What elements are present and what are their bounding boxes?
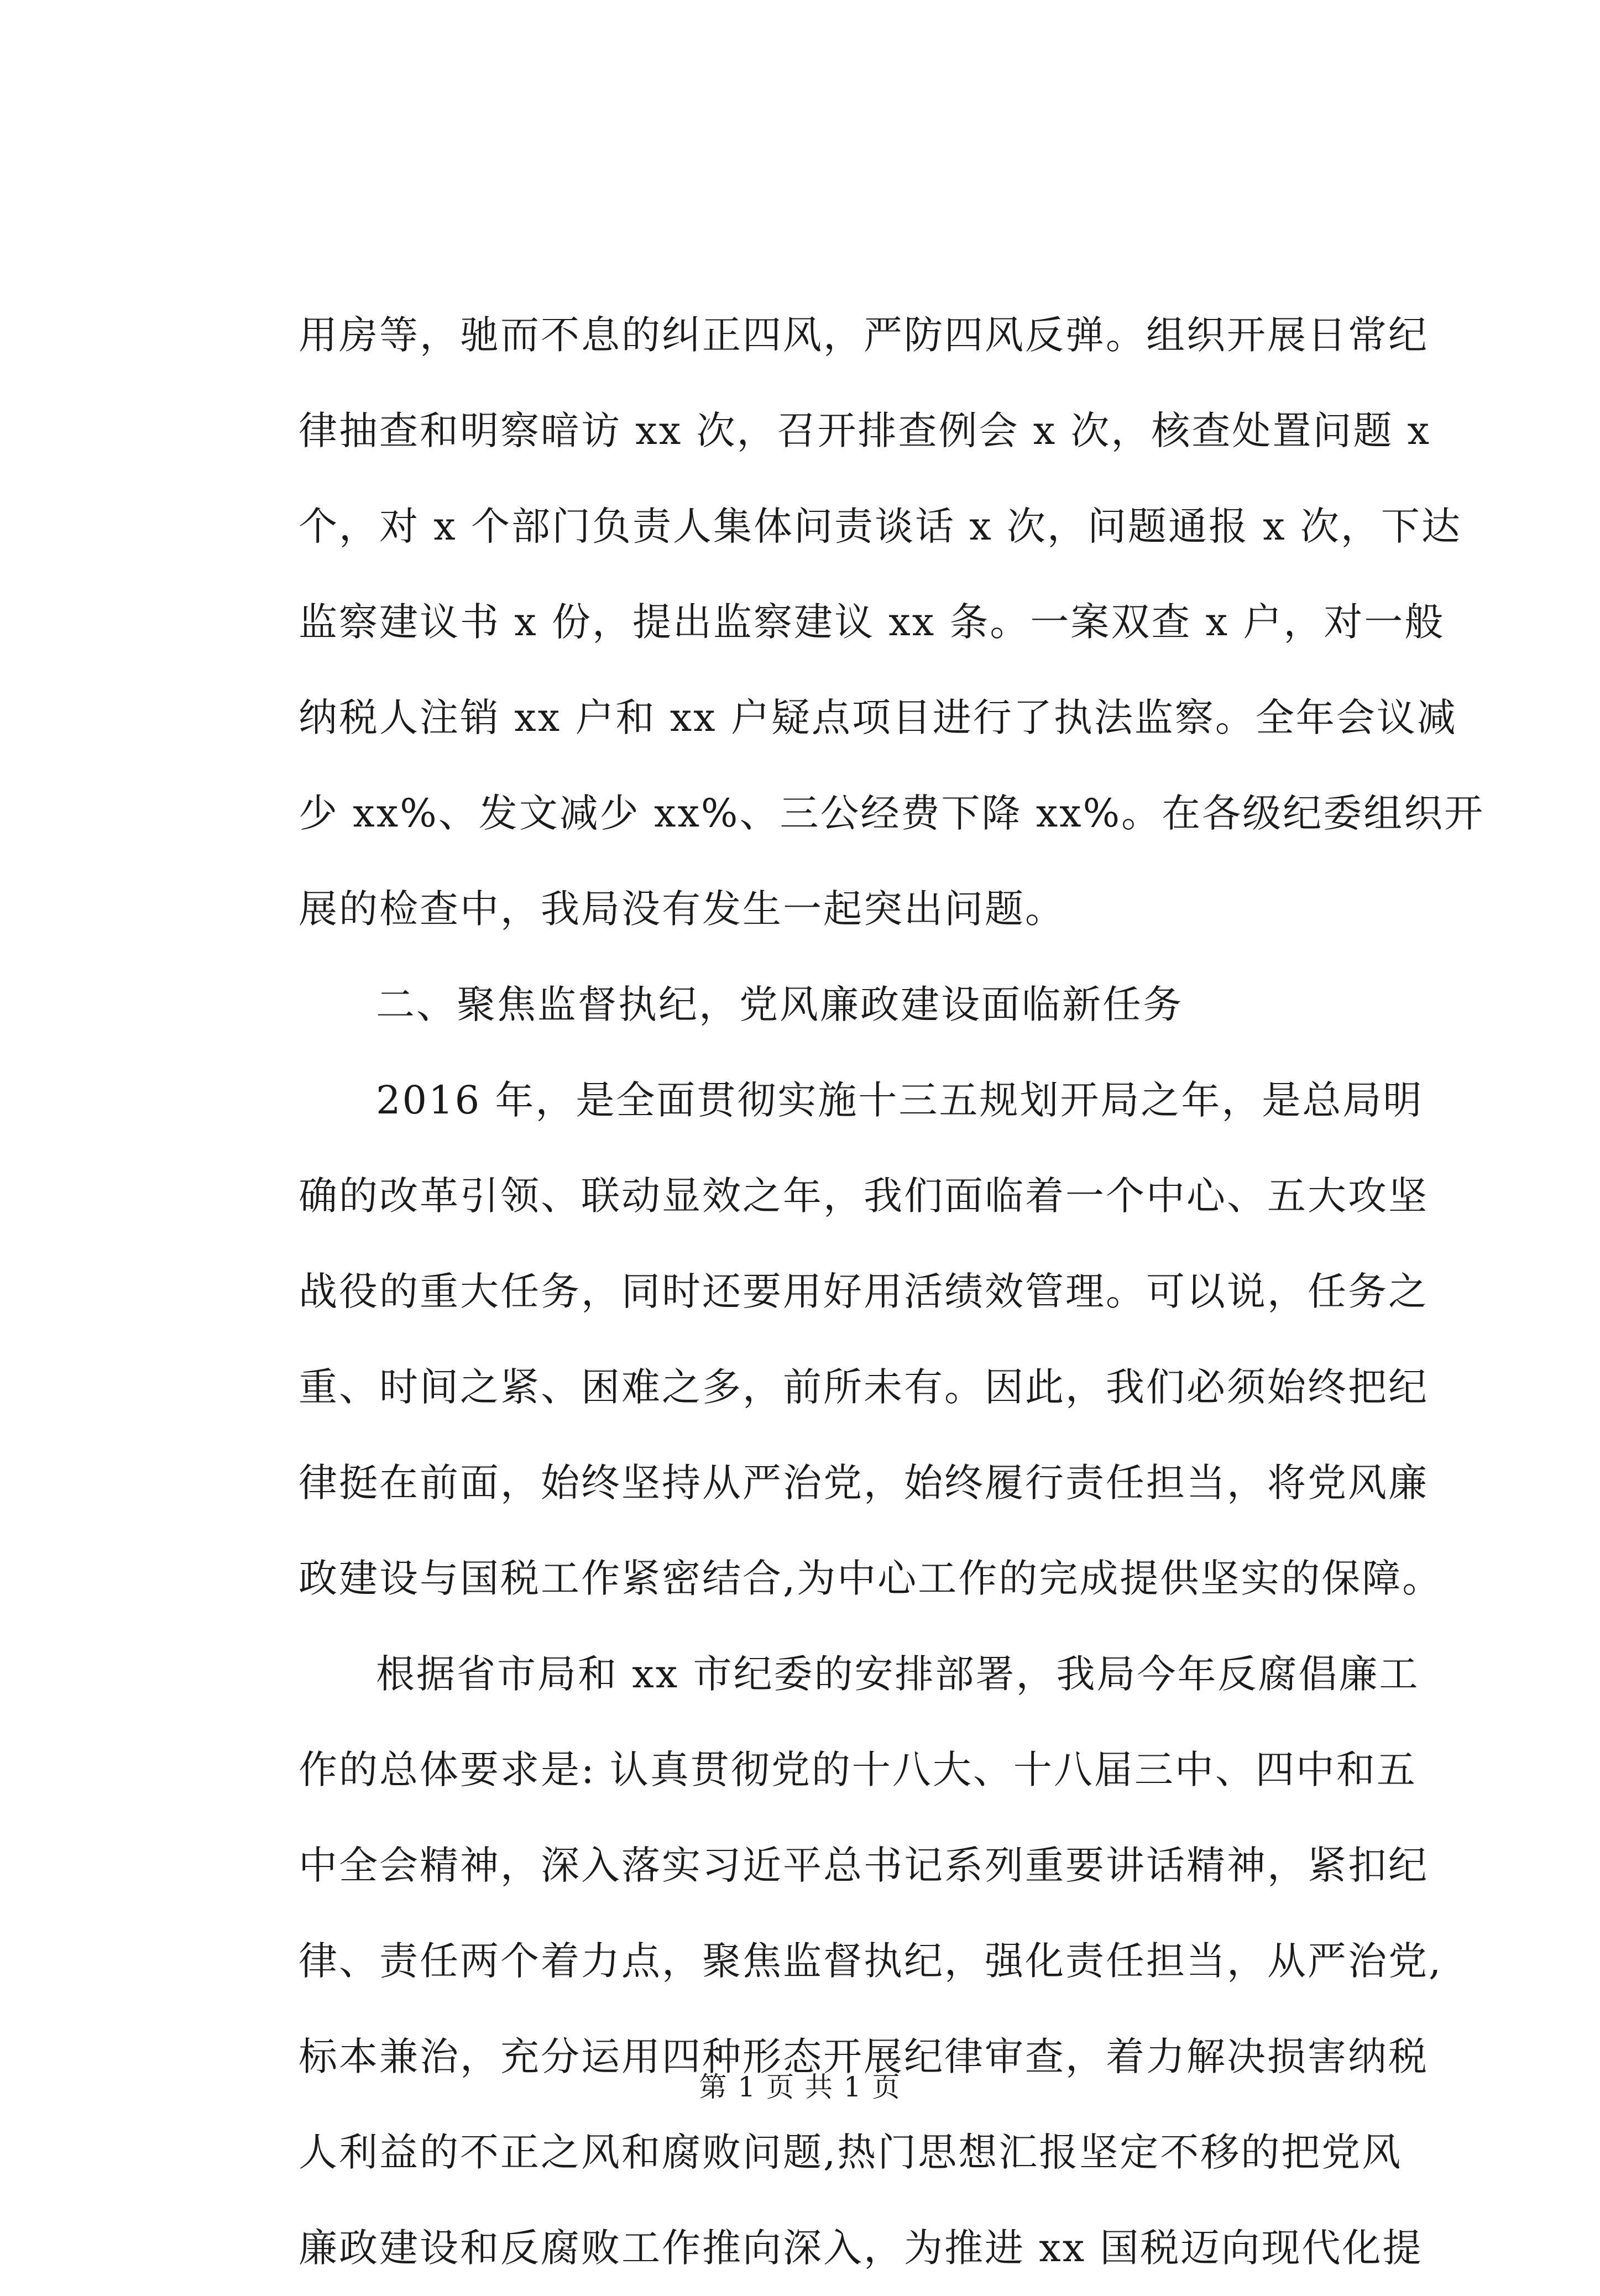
text-line: 2016 年，是全面贯彻实施十三五规划开局之年，是总局明	[376, 1078, 1424, 1123]
text-line: 战役的重大任务，同时还要用好用活绩效管理。可以说，任务之	[299, 1269, 1429, 1314]
document-body	[299, 287, 1485, 2296]
text-line: 二、聚焦监督执纪，党风廉政建设面临新任务	[376, 982, 1183, 1027]
text-line: 用房等，驰而不息的纠正四风，严防四风反弹。组织开展日常纪	[299, 312, 1429, 358]
text-line: 律抽查和明察暗访 xx 次，召开排查例会 x 次，核查处置问题 x	[299, 408, 1431, 453]
text-line: 中全会精神，深入落实习近平总书记系列重要讲话精神，紧扣纪	[299, 1843, 1429, 1888]
text-line: 确的改革引领、联动显效之年，我们面临着一个中心、五大攻坚	[299, 1173, 1429, 1218]
text-line: 展的检查中，我局没有发生一起突出问题。	[299, 886, 1065, 932]
page-footer: 第 1 页 共 1 页	[699, 2071, 901, 2103]
text-line: 标本兼治，充分运用四种形态开展纪律审查，着力解决损害纳税	[299, 2034, 1429, 2079]
text-line: 重、时间之紧、困难之多，前所未有。因此，我们必须始终把纪	[299, 1364, 1429, 1410]
text-line: 纳税人注销 xx 户和 xx 户疑点项目进行了执法监察。全年会议减	[299, 695, 1457, 740]
text-line: 作的总体要求是: 认真贯彻党的十八大、十八届三中、四中和五	[299, 1747, 1417, 1792]
text-line: 根据省市局和 xx 市纪委的安排部署，我局今年反腐倡廉工	[376, 1651, 1420, 1697]
text-line: 少 xx%、发文减少 xx%、三公经费下降 xx%。在各级纪委组织开	[299, 791, 1485, 836]
text-line: 律、责任两个着力点，聚焦监督执纪，强化责任担当，从严治党,	[299, 1938, 1443, 1984]
text-line: 人利益的不正之风和腐败问题,热门思想汇报坚定不移的把党风	[299, 2130, 1403, 2175]
text-line: 个，对 x 个部门负责人集体问责谈话 x 次，问题通报 x 次，下达	[299, 504, 1462, 549]
text-line: 政建设与国税工作紧密结合,为中心工作的完成提供坚实的保障。	[299, 1556, 1443, 1601]
text-line: 律挺在前面，始终坚持从严治党，始终履行责任担当，将党风廉	[299, 1460, 1429, 1505]
text-line: 监察建议书 x 份，提出监察建议 xx 条。一案双查 x 户，对一般	[299, 599, 1445, 645]
text-line: 廉政建设和反腐败工作推向深入，为推进 xx 国税迈向现代化提	[299, 2225, 1423, 2271]
